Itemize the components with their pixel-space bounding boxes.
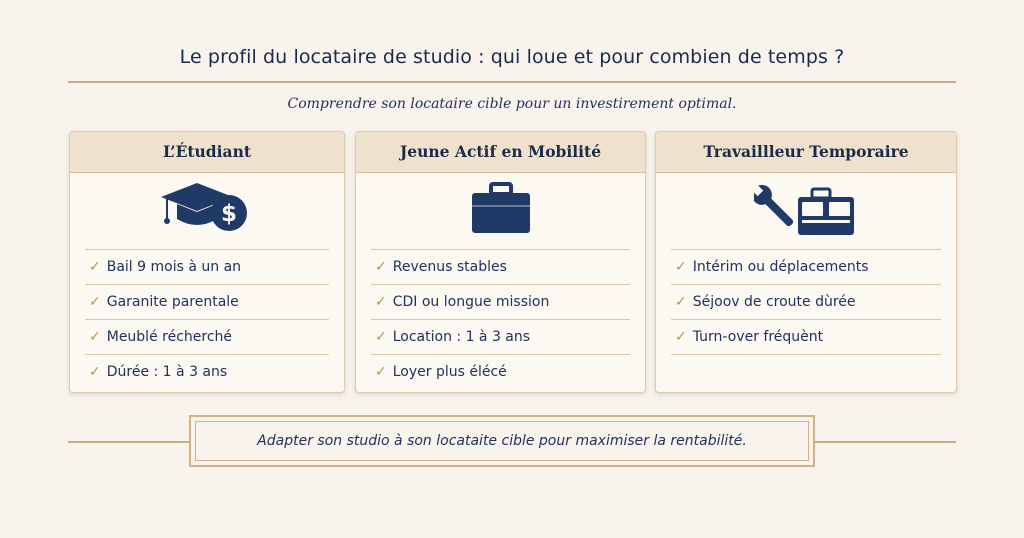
check-icon: ✓ [675, 259, 687, 275]
title-divider [68, 81, 956, 83]
list-item: ✓ Revenus stables [371, 250, 630, 285]
card-list [85, 249, 329, 389]
footer-divider-left [68, 441, 189, 443]
briefcase-icon [469, 181, 533, 241]
check-icon: ✓ [375, 364, 387, 380]
check-icon: ✓ [375, 294, 387, 310]
list-item: ✓ Garanite parentale [85, 285, 329, 320]
footer-text: Adapter son studio à son locataite cible pour maximiser la rentabilité. [195, 421, 809, 461]
graduation-cap-dollar-icon [159, 179, 255, 243]
check-icon: ✓ [675, 294, 687, 310]
list-item: ✓ Séjoov de croute dùrée [671, 285, 941, 320]
check-icon: ✓ [375, 329, 387, 345]
wrench-toolbox-icon [754, 179, 858, 243]
list-item: ✓ Bail 9 mois à un an [85, 250, 329, 285]
card-title: Jeune Actif en Mobilité [356, 132, 645, 173]
card-student [69, 131, 345, 393]
list-item: ✓ Turn-over fréquènt [671, 320, 941, 355]
check-icon: ✓ [89, 329, 101, 345]
check-icon: ✓ [89, 259, 101, 275]
check-icon: ✓ [89, 294, 101, 310]
card-list [371, 249, 630, 389]
list-item: ✓ Dúrée : 1 à 3 ans [89, 364, 228, 380]
list-item: ✓ Location : 1 à 3 ans [371, 320, 630, 355]
card-list [671, 249, 941, 355]
card-young-professional [355, 131, 646, 393]
list-item: ✓ Intérim ou déplacements [671, 250, 941, 285]
page-title: Le profil du locataire de studio : qui loue et pour combien de temps ? [179, 46, 845, 68]
list-item: ✓ Meublé récherché [85, 320, 329, 355]
footer-divider-right [815, 441, 956, 443]
check-icon: ✓ [375, 259, 387, 275]
page-subtitle: Comprendre son locataire cible pour un investirement optimal. [287, 96, 737, 112]
list-item: ✓ Loyer plus élécé [375, 364, 507, 380]
check-icon: ✓ [675, 329, 687, 345]
card-title: L’Étudiant [70, 132, 344, 173]
card-temporary-worker [655, 131, 957, 393]
svg-text:$: $ [220, 201, 238, 227]
check-icon: ✓ [89, 364, 101, 380]
card-title: Travaillleur Temporaire [656, 132, 956, 173]
footer-callout [189, 415, 815, 467]
list-item: ✓ CDI ou longue mission [371, 285, 630, 320]
